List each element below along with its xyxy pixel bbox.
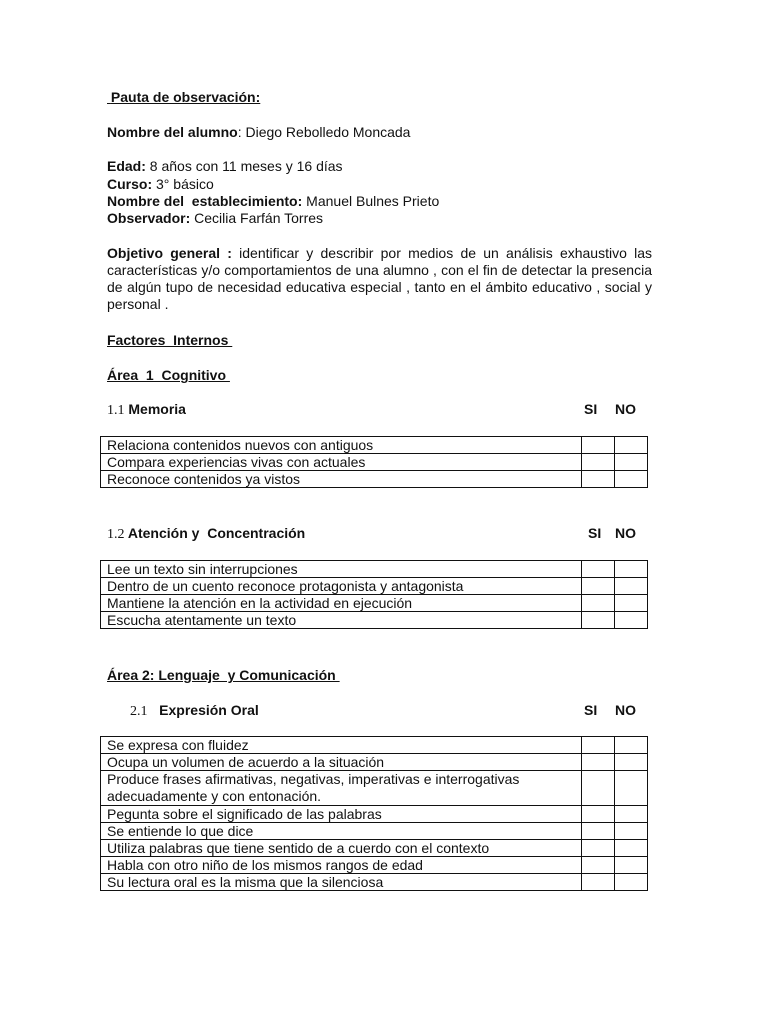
no-column-header: NO (615, 702, 636, 718)
no-checkbox[interactable] (615, 437, 648, 454)
no-checkbox[interactable] (615, 454, 648, 471)
no-checkbox[interactable] (615, 840, 648, 857)
table-row (101, 754, 648, 771)
no-checkbox[interactable] (615, 737, 648, 754)
age-label: Edad: (107, 158, 146, 174)
no-column-header: NO (615, 525, 636, 541)
no-checkbox[interactable] (615, 771, 648, 806)
objective-paragraph (107, 245, 652, 313)
table-row (101, 561, 648, 578)
table-row (101, 578, 648, 595)
si-column-header: SI (584, 401, 598, 417)
item-label: Su lectura oral es la misma que la silenciosa (101, 874, 582, 891)
table-row (101, 471, 648, 488)
item-label: Se entiende lo que dice (101, 823, 582, 840)
si-checkbox[interactable] (582, 857, 615, 874)
no-checkbox[interactable] (615, 857, 648, 874)
no-checkbox[interactable] (615, 754, 648, 771)
si-column-header: SI (588, 525, 602, 541)
section-title: Atención y Concentración (127, 525, 306, 541)
no-checkbox[interactable] (615, 823, 648, 840)
table-row (101, 771, 648, 806)
si-checkbox[interactable] (582, 737, 615, 754)
si-checkbox[interactable] (582, 561, 615, 578)
item-label: Reconoce contenidos ya vistos (101, 471, 582, 488)
no-checkbox[interactable] (615, 595, 648, 612)
si-checkbox[interactable] (582, 454, 615, 471)
table-row (101, 840, 648, 857)
table-row (101, 806, 648, 823)
section-number: 2.1 (130, 704, 148, 719)
no-checkbox[interactable] (615, 874, 648, 891)
age-line (107, 158, 343, 175)
table-row (101, 823, 648, 840)
no-checkbox[interactable] (615, 806, 648, 823)
course-line (107, 176, 214, 193)
item-label: Pegunta sobre el significado de las palabras (101, 806, 582, 823)
si-checkbox[interactable] (582, 471, 615, 488)
item-label: Habla con otro niño de los mismos rangos de edad (101, 857, 582, 874)
observer-line (107, 210, 323, 227)
item-label: Relaciona contenidos nuevos con antiguos (101, 437, 582, 454)
item-label: Compara experiencias vivas con actuales (101, 454, 582, 471)
section-title: Expresión Oral (159, 702, 259, 718)
si-checkbox[interactable] (582, 595, 615, 612)
school-value: Manuel Bulnes Prieto (302, 193, 440, 209)
si-checkbox[interactable] (582, 612, 615, 629)
item-label: Lee un texto sin interrupciones (101, 561, 582, 578)
si-checkbox[interactable] (582, 754, 615, 771)
age-value: 8 años con 11 meses y 16 días (145, 158, 343, 174)
si-checkbox[interactable] (582, 874, 615, 891)
table-row (101, 612, 648, 629)
item-label: Dentro de un cuento reconoce protagonista y antagonista (101, 578, 582, 595)
table-row (101, 437, 648, 454)
title-text: Pauta de observación: (110, 89, 261, 105)
si-checkbox[interactable] (582, 823, 615, 840)
item-label: Produce frases afirmativas, negativas, imperativas e interrogativas adecuadamente y con entonación. (101, 771, 582, 806)
no-checkbox[interactable] (615, 471, 648, 488)
objective-label: Objetivo general : (107, 245, 232, 261)
observer-label: Observador: (107, 210, 191, 226)
student-name-line (107, 124, 410, 141)
table-row (101, 737, 648, 754)
table-row (101, 857, 648, 874)
si-checkbox[interactable] (582, 437, 615, 454)
si-checkbox[interactable] (582, 806, 615, 823)
section-number: 1.1 (107, 403, 125, 418)
area2-heading: Área 2: Lenguaje y Comunicación (107, 667, 340, 683)
section-expresion-title (130, 702, 259, 720)
observer-value: Cecilia Farfán Torres (190, 210, 324, 226)
item-label: Utiliza palabras que tiene sentido de a cuerdo con el contexto (101, 840, 582, 857)
factors-heading: Factores Internos (107, 332, 233, 348)
item-label: Ocupa un volumen de acuerdo a la situación (101, 754, 582, 771)
item-label: Se expresa con fluidez (101, 737, 582, 754)
table-row (101, 874, 648, 891)
atencion-table (100, 560, 648, 629)
si-column-header: SI (584, 702, 598, 718)
section-title: Memoria (128, 401, 186, 417)
section-memoria-title (107, 401, 186, 419)
si-checkbox[interactable] (582, 771, 615, 806)
course-value: 3° básico (152, 176, 214, 192)
student-label: Nombre del alumno (107, 124, 238, 140)
no-column-header: NO (615, 401, 636, 417)
course-label: Curso: (107, 176, 153, 192)
school-line (107, 193, 439, 210)
objective-text: identificar y describir por medios de un análisis exhaustivo las características y/o comportamientos de una alumno , con el fin de detectar la presencia de algún tupo de necesidad educativa especial , tanto en el ámbito educativo , social y personal . (107, 245, 652, 312)
table-row (101, 454, 648, 471)
area1-heading: Área 1 Cognitivo (107, 367, 230, 383)
si-checkbox[interactable] (582, 840, 615, 857)
document-title (107, 89, 260, 106)
item-label: Mantiene la atención en la actividad en ejecución (101, 595, 582, 612)
no-checkbox[interactable] (615, 578, 648, 595)
section-atencion-title (107, 525, 305, 543)
table-row (101, 595, 648, 612)
item-label: Escucha atentamente un texto (101, 612, 582, 629)
expresion-table (100, 736, 648, 891)
memoria-table (100, 436, 648, 488)
no-checkbox[interactable] (615, 612, 648, 629)
si-checkbox[interactable] (582, 578, 615, 595)
section-number: 1.2 (107, 527, 125, 542)
school-label: Nombre del establecimiento: (107, 193, 303, 209)
student-value: : Diego Rebolledo Moncada (237, 124, 411, 140)
no-checkbox[interactable] (615, 561, 648, 578)
